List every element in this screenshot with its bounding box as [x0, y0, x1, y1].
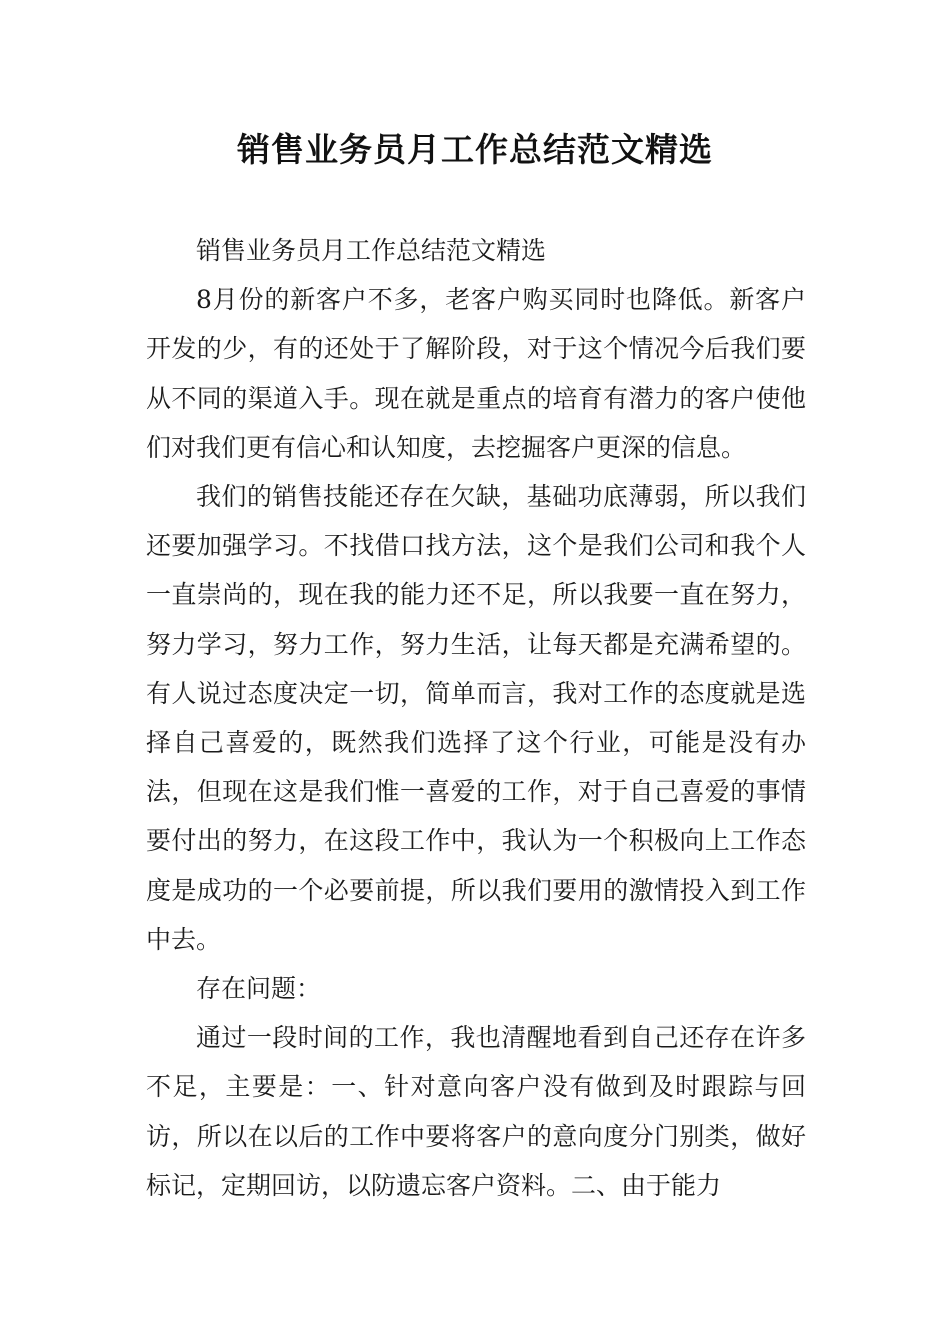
document-body: [146, 226, 806, 1210]
paragraph-shortcomings: 通过一段时间的工作，我也清醒地看到自己还存在许多不足，主要是：一、针对意向客户没有做到及时跟踪与回访，所以在以后的工作中要将客户的意向度分门别类，做好标记，定期回访，以防遗忘客户资料。二、由于能力: [146, 1023, 806, 1200]
paragraph-new-customers: 8月份的新客户不多，老客户购买同时也降低。新客户开发的少，有的还处于了解阶段，对于这个情况今后我们要从不同的渠道入手。现在就是重点的培育有潜力的客户使他们对我们更有信心和认知度，去挖掘客户更深的信息。: [146, 285, 806, 462]
paragraph-subtitle: 销售业务员月工作总结范文精选: [196, 236, 547, 265]
document-title: 销售业务员月工作总结范文精选: [237, 130, 713, 169]
paragraph-sales-skills: 我们的销售技能还存在欠缺，基础功底薄弱，所以我们还要加强学习。不找借口找方法，这个是我们公司和我个人一直崇尚的，现在我的能力还不足，所以我要一直在努力，努力学习，努力工作，努力生活，让每天都是充满希望的。有人说过态度决定一切，简单而言，我对工作的态度就是选择自己喜爱的，既然我们选择了这个行业，可能是没有办法，但现在这是我们惟一喜爱的工作，对于自己喜爱的事情要付出的努力，在这段工作中，我认为一个积极向上工作态度是成功的一个必要前提，所以我们要用的激情投入到工作中去。: [146, 482, 806, 954]
paragraph-problems-heading: 存在问题：: [196, 974, 322, 1004]
